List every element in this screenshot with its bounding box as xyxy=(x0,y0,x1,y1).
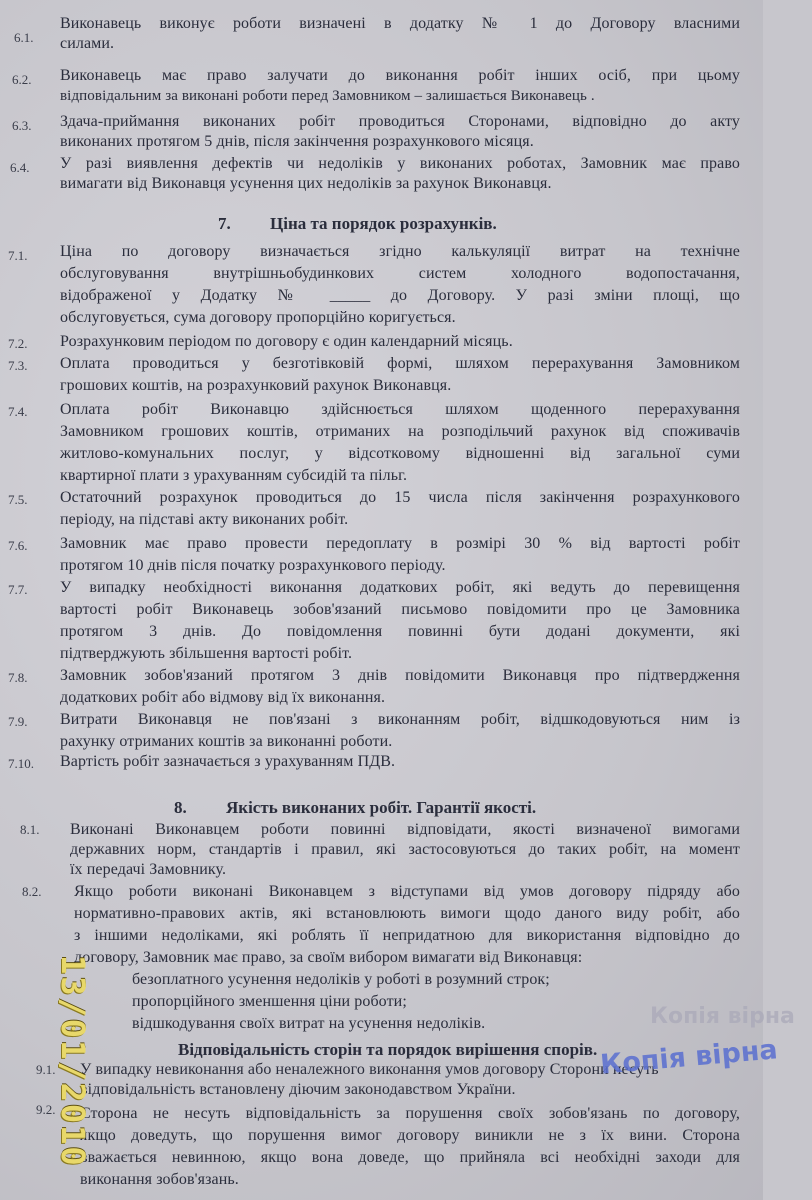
clause-line: Оплата робіт Виконавцю здійснюється шляхом щоденного перерахування xyxy=(60,401,740,418)
clause-line: підтверджують збільшення вартості робіт. xyxy=(60,645,353,662)
clause-number: 9.1. xyxy=(36,1062,56,1077)
clause-line: Витрати Виконавця не пов'язані з виконанням робіт, відшкодовуються ним із xyxy=(60,711,740,728)
section-title: Ціна та порядок розрахунків. xyxy=(270,214,497,233)
clause-line: силами. xyxy=(60,35,115,52)
clause-number: 7.5. xyxy=(8,492,28,507)
clause-line: відповідальним за виконані роботи перед Замовником – залишається Виконавець . xyxy=(60,88,595,104)
clause-line: вимагати від Виконавця усунення цих недоліків за рахунок Виконавця. xyxy=(60,175,552,192)
clause-line: Вартість робіт зазначається з урахуванням ПДВ. xyxy=(60,753,396,770)
clause-line: з іншими недоліками, які роблять її непридатною для використання відповідно до xyxy=(74,927,740,944)
section-title: Відповідальність сторін та порядок вирішення спорів. xyxy=(178,1040,598,1059)
clause-line: Замовником грошових коштів, отриманих на розподільчий рахунок від споживачів xyxy=(60,423,740,440)
clause-number: 6.1. xyxy=(14,30,34,45)
clause-number: 8.1. xyxy=(20,822,40,837)
copy-certified-stamp: Копія вірна xyxy=(598,1034,779,1081)
clause-number: 7.4. xyxy=(8,404,28,419)
clause-line: нормативно-правових актів, які встановлюють вимоги щодо даного виду робіт, або xyxy=(74,905,740,922)
clause-line: протягом 3 днів. До повідомлення повинні бути додані документи, які xyxy=(60,623,740,640)
clause-line: безоплатного усунення недоліків у роботі в розумний строк; xyxy=(132,971,550,988)
clause-line: Виконавець виконує роботи визначені в додатку № 1 до Договору власними xyxy=(60,15,740,32)
clause-line: Якщо роботи виконані Виконавцем з відступами від умов договору підряду або xyxy=(74,883,740,900)
clause-line: пропорційного зменшення ціни роботи; xyxy=(132,993,407,1010)
clause-line: рахунку отриманих коштів за виконанні роботи. xyxy=(60,733,393,750)
clause-number: 6.3. xyxy=(12,118,32,133)
clause-line: договору, Замовник має право, за своїм вибором вимагати від Виконавця: xyxy=(74,949,583,966)
date-stamp: 13/01/2010 xyxy=(54,955,92,1168)
clause-number: 6.4. xyxy=(10,160,30,175)
clause-number: 9.2. xyxy=(36,1102,56,1117)
clause-line: виконаних протягом 5 днів, після закінчення розрахункового місяця. xyxy=(60,133,534,150)
clause-number: 7.7. xyxy=(8,582,28,597)
clause-line: житлово-комунальних послуг, у відсотковому відношенні від загальної суми xyxy=(60,445,740,462)
clause-line: відповідальність встановлену діючим законодавством України. xyxy=(80,1081,516,1098)
clause-line: Виконані Виконавцем роботи повинні відповідати, якості визначеної вимогами xyxy=(70,821,740,838)
clause-line: державних норм, стандартів і правил, які застосовуються до таких робіт, на момент xyxy=(70,841,740,858)
clause-number: 7.8. xyxy=(8,670,28,685)
clause-number: 7.10. xyxy=(8,756,34,771)
clause-number: 7.1. xyxy=(8,248,28,263)
clause-line: Ціна по договору визначається згідно калькуляції витрат на технічне xyxy=(60,243,740,260)
clause-line: обслуговування внутрішньобудинкових систем холодного водопостачання, xyxy=(60,265,740,282)
section-heading-9 xyxy=(178,1040,597,1060)
clause-line: вартості робіт Виконавець зобов'язаний письмово повідомити про це Замовника xyxy=(60,601,740,618)
clause-line: виконання зобов'язань. xyxy=(80,1171,239,1188)
clause-line: Виконавець має право залучати до виконання робіт інших осіб, при цьому xyxy=(60,67,740,84)
clause-number: 6.2. xyxy=(12,72,32,87)
clause-line: У випадку невиконання або неналежного виконання умов договору Сторони несуть xyxy=(80,1061,659,1078)
clause-line: відображеної у Додатку № _____ до Договору. У разі зміни площі, що xyxy=(60,287,740,304)
clause-line: вважається невинною, якщо вона доведе, що прийняла всі необхідні заходи для xyxy=(80,1149,740,1166)
clause-line: У разі виявлення дефектів чи недоліків у виконаних роботах, Замовник має право xyxy=(60,155,740,172)
clause-line: Остаточний розрахунок проводиться до 15 числа після закінчення розрахункового xyxy=(60,489,740,506)
clause-number: 7.2. xyxy=(8,336,28,351)
clause-number: 7.9. xyxy=(8,714,28,729)
clause-line: Сторона не несуть відповідальність за порушення своїх зобов'язань по договору, xyxy=(80,1105,740,1122)
clause-line: Здача-приймання виконаних робіт проводиться Сторонами, відповідно до акту xyxy=(60,113,740,130)
clause-line: протягом 10 днів після початку розрахункового періоду. xyxy=(60,557,446,574)
section-number: 8. xyxy=(174,798,187,817)
clause-number: 7.3. xyxy=(8,358,28,373)
clause-line: якщо доведуть, що порушення вимог договору виникли не з їх вини. Сторона xyxy=(80,1127,740,1144)
section-heading-8 xyxy=(174,798,536,818)
faint-copy-stamp: Копія вірна xyxy=(650,1004,795,1029)
clause-number: 7.6. xyxy=(8,538,28,553)
clause-line: обслуговується, сума договору пропорційно коригується. xyxy=(60,309,456,326)
clause-line: Замовник має право провести передоплату в розмірі 30 % від вартості робіт xyxy=(60,535,740,552)
clause-line: Оплата проводиться у безготівковій формі, шляхом перерахування Замовником xyxy=(60,355,740,372)
section-title: Якість виконаних робіт. Гарантії якості. xyxy=(226,798,537,817)
clause-line: періоду, на підставі акту виконаних робіт. xyxy=(60,511,349,528)
section-heading-7 xyxy=(218,214,497,234)
clause-line: додаткових робіт або відмову від їх виконання. xyxy=(60,689,386,706)
clause-line: їх передачі Замовнику. xyxy=(70,861,227,878)
section-number: 7. xyxy=(218,214,231,233)
clause-line: відшкодування своїх витрат на усунення недоліків. xyxy=(132,1015,486,1032)
clause-line: У випадку необхідності виконання додаткових робіт, які ведуть до перевищення xyxy=(60,579,740,596)
clause-line: квартирної плати з урахуванням субсидій та пільг. xyxy=(60,467,408,484)
clause-number: 8.2. xyxy=(22,884,42,899)
clause-line: Замовник зобов'язаний протягом 3 днів повідомити Виконавця про підтвердження xyxy=(60,667,740,684)
clause-line: грошових коштів, на розрахунковий рахунок Виконавця. xyxy=(60,377,452,394)
clause-line: Розрахунковим періодом по договору є один календарний місяць. xyxy=(60,333,513,350)
